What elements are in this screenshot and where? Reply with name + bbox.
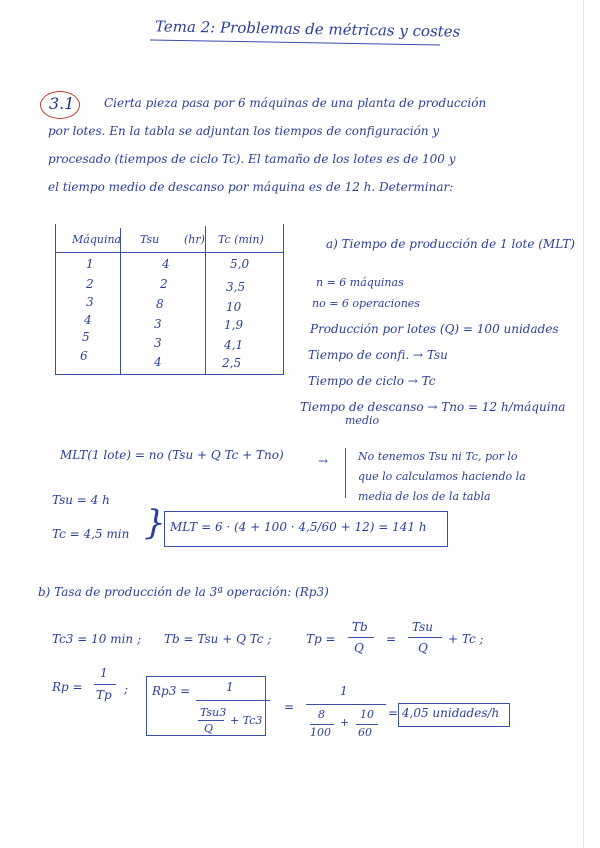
table-header: Máquina (72, 233, 122, 246)
note-line: Tiempo de ciclo → Tc (308, 374, 436, 388)
fraction-numerator: 1 (100, 666, 108, 680)
brace: } (144, 503, 166, 543)
table-cell: 5,0 (230, 257, 250, 271)
table-cell: 1,9 (224, 318, 244, 332)
fraction-numerator: 1 (340, 684, 348, 698)
remark-line: media de los de la tabla (358, 490, 491, 503)
remark-line: No tenemos Tsu ni Tc, por lo (358, 450, 518, 463)
fraction-bar (196, 700, 270, 701)
fraction-denominator: 100 (310, 726, 331, 739)
formula-part: + Tc ; (448, 632, 484, 646)
fraction-bar (310, 724, 334, 725)
tc-mean: Tc = 4,5 min (52, 527, 130, 541)
statement-line: Cierta pieza pasa por 6 máquinas de una planta de producción (104, 96, 487, 110)
equals: = (284, 700, 295, 714)
table-cell: 4 (154, 355, 162, 369)
fraction-denominator: Q (204, 722, 214, 735)
table-header-divider (55, 252, 283, 253)
fraction-denominator: 60 (358, 726, 372, 739)
table-cell: 4 (162, 257, 170, 271)
formula-part: Tb = Tsu + Q Tc ; (164, 632, 272, 646)
fraction-numerator: Tb (352, 620, 368, 634)
fraction-bar (348, 637, 374, 638)
fraction-bar (306, 704, 386, 705)
note-line: medio (345, 414, 380, 427)
table-cell: 4,1 (224, 338, 244, 352)
remark-line: que lo calculamos haciendo la (358, 470, 526, 483)
fraction-denominator: Tsu3 (200, 706, 227, 719)
fraction-denominator: 10 (360, 708, 374, 721)
statement-line: por lotes. En la tabla se adjuntan los tiempos de configuración y (48, 124, 440, 138)
problem-number: 3.1 (49, 94, 75, 113)
table-cell: 4 (84, 313, 92, 327)
arrow: → (318, 454, 329, 468)
page-title: Tema 2: Problemas de métricas y costes (154, 17, 461, 41)
table-cell: 3 (86, 295, 94, 309)
remark-bracket (345, 448, 346, 498)
note-line: Tiempo de confi. → Tsu (308, 348, 448, 362)
title-underline (150, 39, 440, 45)
formula-part: Tp = (306, 632, 336, 646)
statement-line: procesado (tiempos de ciclo Tc). El tamaño de los lotes es de 100 y (48, 152, 456, 166)
table-cell: 1 (86, 257, 94, 271)
separator: ; (124, 682, 129, 696)
rp3-label: Rp3 = (152, 684, 191, 698)
fraction-denominator: Tp (96, 688, 112, 702)
statement-line: el tiempo medio de descanso por máquina es de 12 h. Determinar: (48, 180, 454, 194)
table-cell: 3 (154, 317, 162, 331)
fraction-bar (94, 684, 116, 685)
part-a-title: a) Tiempo de producción de 1 lote (MLT) (326, 237, 575, 251)
fraction-denominator: Q (418, 641, 428, 655)
fraction-bar (356, 724, 378, 725)
table-cell: 2,5 (222, 356, 242, 370)
fraction-bar (408, 637, 442, 638)
rp3-result: = 4,05 unidades/h (388, 706, 500, 720)
fraction-numerator: 1 (226, 680, 234, 694)
table-cell: 3,5 (226, 280, 246, 294)
fraction-numerator: Tsu (412, 620, 434, 634)
fraction-denominator: 8 (318, 708, 325, 721)
page-edge (583, 0, 584, 848)
table-cell: 5 (82, 330, 90, 344)
table-column-divider (205, 226, 206, 374)
fraction-bar (198, 720, 224, 721)
note-line: Tiempo de descanso → Tno = 12 h/máquina (300, 400, 566, 414)
mlt-formula: MLT(1 lote) = no (Tsu + Q Tc + Tno) (60, 448, 284, 462)
part-b-title: b) Tasa de producción de la 3ª operación: (Rp3) (38, 585, 329, 599)
note-line: n = 6 máquinas (316, 276, 404, 289)
table-header: Tc (min) (218, 233, 264, 246)
formula-part: Tc3 = 10 min ; (52, 632, 141, 646)
table-cell: 2 (160, 277, 168, 291)
table-cell: 3 (154, 336, 162, 350)
table-header: Tsu (140, 233, 160, 246)
fraction-denominator: Q (354, 641, 364, 655)
note-line: Producción por lotes (Q) = 100 unidades (310, 322, 559, 336)
rp-label: Rp = (52, 680, 83, 694)
table-column-divider (120, 228, 121, 374)
table-cell: 2 (86, 277, 94, 291)
note-line: no = 6 operaciones (312, 297, 420, 310)
mlt-result: MLT = 6 · (4 + 100 · 4,5/60 + 12) = 141 h (170, 520, 427, 534)
formula-part: = (386, 632, 397, 646)
table-cell: 6 (80, 349, 88, 363)
fraction-denominator: + Tc3 (230, 714, 263, 727)
tsu-mean: Tsu = 4 h (52, 493, 110, 507)
fraction-denominator: + (340, 716, 350, 729)
table-cell: 8 (156, 297, 164, 311)
table-cell: 10 (226, 300, 242, 314)
table-header: (hr) (184, 233, 205, 246)
table-column-divider (283, 224, 284, 374)
